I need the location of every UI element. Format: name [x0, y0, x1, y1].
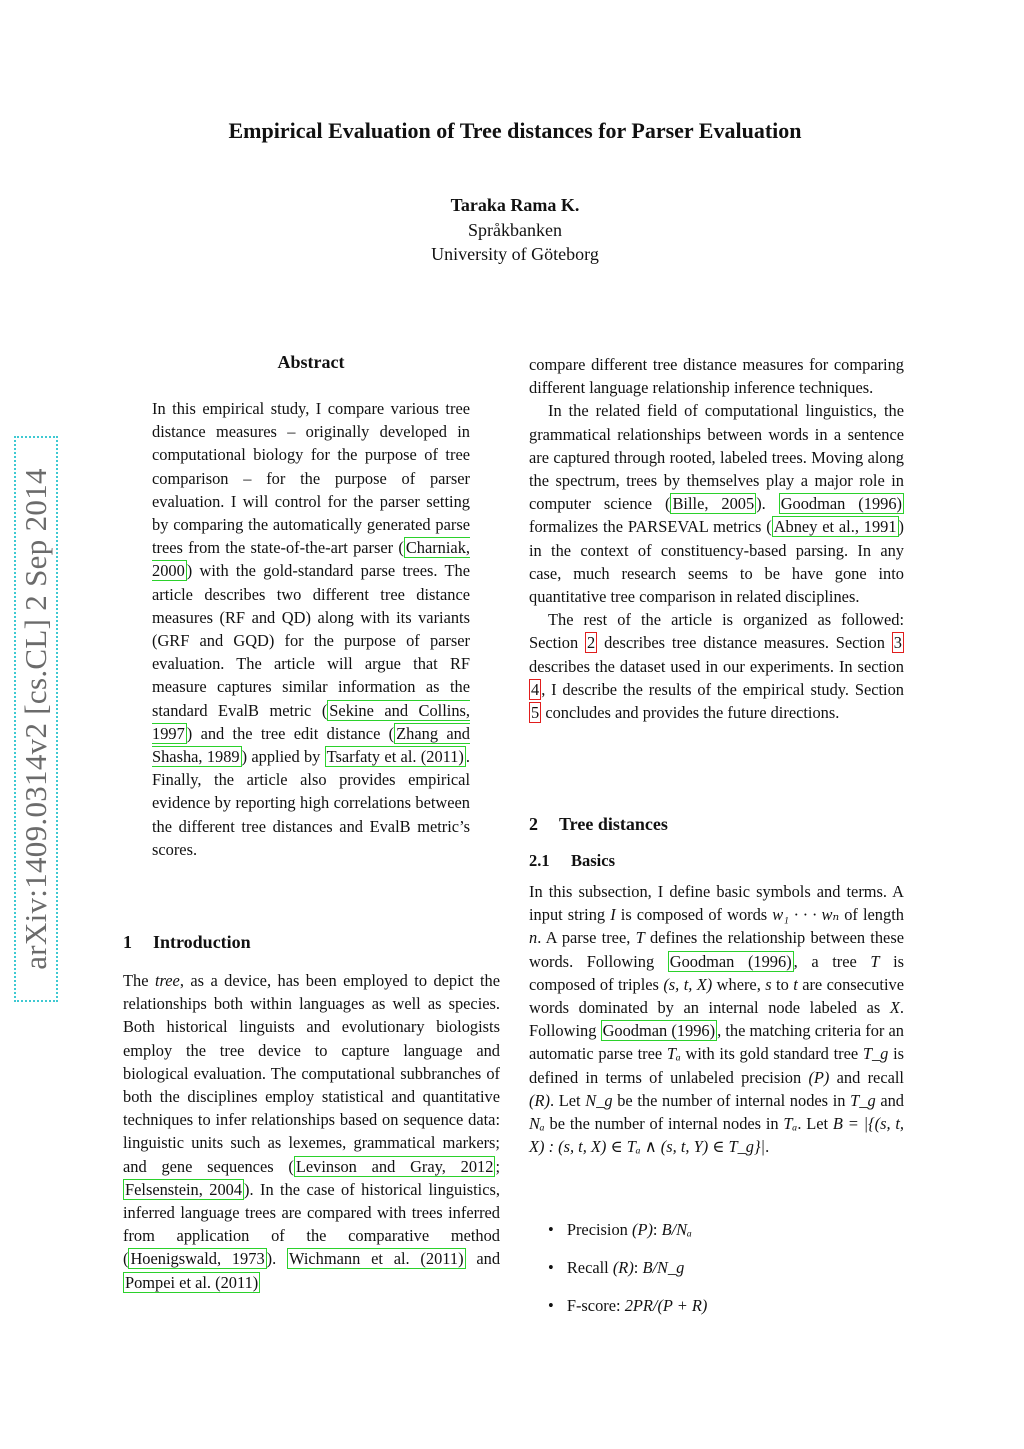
bullet-label: Recall [566, 1258, 609, 1277]
citation-charniak[interactable]: Charniak, 2000 [152, 538, 470, 581]
intro-text-c: In the case of historical linguistics, inferred language trees are compared with trees inferred from application of the comparative method [123, 1179, 500, 1246]
basics-text-2: is composed of words [620, 905, 768, 925]
math-triple: (s, t, X) [663, 974, 713, 994]
affiliation-line-2: University of Göteborg [431, 244, 599, 264]
intro-text-and: and [476, 1249, 501, 1269]
math-Tg: T_g [850, 1090, 876, 1110]
intro3-text-b: describes tree distance measures. Section [604, 633, 885, 653]
abstract-body [152, 397, 470, 861]
math-s: s [765, 974, 772, 994]
basics-text-13: with its gold standard tree [685, 1044, 859, 1064]
math-n: n [529, 928, 538, 948]
ref-section-5[interactable]: 5 [531, 703, 540, 723]
abstract-text-5: Finally, the article also provides empirical evidence by reporting high correlations between the different tree distances and EvalB metric’s scores. [152, 770, 470, 859]
math-X: X [889, 998, 900, 1018]
basics-text-18: and [880, 1090, 904, 1110]
citation-pompei[interactable]: Pompei et al. (2011) [125, 1272, 259, 1292]
basics-text-21: . [765, 1137, 770, 1157]
citation-zhang[interactable]: Zhang and Shasha, 1989 [152, 723, 470, 767]
intro-continuation: compare different tree distance measures for comparing different language relationship inference techniques. [529, 355, 904, 398]
basics-text-12: , the matching criteria for an automatic parse tree [529, 1021, 905, 1064]
basics-text-16: . Let [549, 1090, 581, 1110]
bullet-formula: B/Nₐ [661, 1220, 692, 1239]
citation-hoenigswald[interactable]: Hoenigswald, 1973 [130, 1249, 265, 1269]
math-T: T [870, 951, 880, 971]
math-words: w₁ · · · wₙ [772, 905, 840, 925]
math-Ta: Tₐ [783, 1114, 798, 1134]
basics-text-15: and recall [836, 1067, 904, 1087]
math-R: (R) [529, 1090, 550, 1110]
bullet-formula: 2PR/(P + R) [624, 1296, 708, 1315]
ref-section-4[interactable]: 4 [531, 679, 540, 699]
intro3-text-c: describes the dataset used in our experiments. In section [529, 656, 904, 676]
section-number: 2 [529, 814, 538, 834]
section-1-heading [123, 932, 251, 953]
intro-paragraph-3 [529, 608, 904, 724]
abstract-text-4: applied by [251, 747, 321, 767]
abstract-paragraph: In this empirical study, I compare various tree distance measures – originally developed in computational biology for the purpose of tree comparison – for the purpose of parser evaluation. I will control for the parser setting by comparing the automatically generated parse trees from the state-of-the-art parser ( Charniak, 2000 ) with the gold-standard parse trees. The article describes two different tree distance measures (RF and QD) along with its variants (GRF and GQD) for the purpose of parser evaluation. The article will argue that RF measure captures similar information as the standard EvalB metric ( Sekine and Collins, 1997 ) and the tree edit distance ( Zhang and Shasha, 1989 ) applied by Tsarfaty et al. (2011) . Finally, the article also provides empirical evidence by reporting high correlations between the different tree distances and EvalB metric’s scores. [152, 399, 471, 859]
author-name: Taraka Rama K. [450, 195, 580, 215]
intro-paragraph-2: In the related field of computational linguistics, the grammatical relationships between words in a sentence are captured through rooted, labeled trees. Moving along the spectrum, trees by themselves play a major role in computer science ( Bille, 2005 ). Goodman (1996) formalizes the PARSEVAL metrics ( Abney et al., 1991 ) in the context of constituency-based parsing. In any case, much research seems to be have gone into quantitative tree comparison in related disciplines. [529, 401, 904, 607]
bullet-label: F-score: [566, 1296, 621, 1315]
basics-text-9: to [776, 974, 789, 994]
abstract-text-1: In this empirical study, I compare various tree distance measures – originally developed in computational biology for the purpose of tree comparison – for the purpose of parser evaluation. I will control for the parser setting by comparing the automatically generated parse trees from the state-of-the-art parser [152, 399, 470, 558]
intro-paragraph-1: The tree, as a device, has been employed to depict the relationships both within languages as well as species. Both historical linguists and evolutionary biologists employ the tree device to capture language and biological evaluation. The computational subbranches of both the disciplines employ statistical and quantitative techniques to infer relationships based on sequence data: linguistic units such as lexemes, grammatical markers; and gene sequences ( Levinson and Gray, 2012 ; Felsenstein, 2004 ). In the case of historical linguistics, inferred language trees are compared with trees inferred from application of the comparative method ( Hoenigswald, 1973 ). Wichmann et al. (2011) and Pompei et al. (2011) [123, 971, 501, 1292]
bullet-label: Precision [566, 1220, 628, 1239]
subsection-number: 2.1 [529, 851, 550, 870]
math-Na: Nₐ [529, 1114, 545, 1134]
math-Ta: Tₐ [666, 1044, 681, 1064]
citation-goodman-3[interactable]: Goodman (1996) [602, 1021, 716, 1041]
citation-sekine[interactable]: Sekine and Collins, 1997 [152, 700, 471, 743]
basics-text-19: be the number of internal nodes in [549, 1114, 779, 1134]
ref-section-2[interactable]: 2 [587, 633, 596, 653]
basics-text-8: where, [716, 974, 761, 994]
intro3-text-e: concludes and provides the future directions. [545, 703, 840, 723]
basics-text-20: . Let [797, 1114, 829, 1134]
bullet-symbol: (R) [612, 1258, 634, 1277]
basics-text-10: are consecutive words dominated by an internal node labeled as [529, 974, 904, 1018]
section-title: Tree distances [559, 814, 668, 834]
abstract-text-3: and the tree edit distance [200, 723, 381, 743]
list-item: • Recall (R): B/N_g [548, 1258, 684, 1278]
citation-wichmann[interactable]: Wichmann et al. (2011) [289, 1249, 464, 1269]
citation-levinson[interactable]: Levinson and Gray, 2012 [295, 1156, 494, 1176]
intro2-text-a: In the related field of computational linguistics, the grammatical relationships between words in a sentence are captured through rooted, labeled trees. Moving along the spectrum, trees by themselves play a major role in computer science [529, 401, 904, 514]
arxiv-id: arXiv:1409.0314v2 [cs.CL] 2 Sep 2014 [18, 468, 54, 970]
basics-text-1: In this subsection, I define basic symbols and terms. A input string [529, 882, 904, 925]
basics-text-4: . A parse tree, [537, 928, 631, 948]
section-title: Introduction [153, 932, 251, 952]
math-Tg: T_g [862, 1044, 889, 1064]
intro2-text-c: in the context of constituency-based parsing. In any case, much research seems to be have gone into quantitative tree comparison in related disciplines. [529, 540, 904, 607]
basics-text-7: is composed of triples [529, 951, 905, 994]
math-B: B = |{(s, t, X) : (s, t, X) ∈ Tₐ ∧ (s, t, Y) ∈ T_g}| [529, 1114, 905, 1157]
math-P: (P) [808, 1067, 830, 1087]
basics-text-14: is defined in terms of unlabeled precision [529, 1044, 904, 1087]
list-item [548, 1296, 707, 1316]
abstract-heading: Abstract [277, 352, 345, 372]
citation-tsarfaty[interactable]: Tsarfaty et al. (2011) [326, 747, 464, 767]
basics-text-5: defines the relationship between these words. Following [529, 928, 904, 971]
math-t: t [793, 974, 798, 994]
subsection-title: Basics [571, 851, 616, 870]
section-number: 1 [123, 932, 132, 952]
right-column-intro [529, 353, 904, 724]
paper-title: Empirical Evaluation of Tree distances for Parser Evaluation [228, 118, 802, 143]
subsection-2-1-heading [529, 851, 615, 871]
ref-section-3[interactable]: 3 [893, 633, 902, 653]
math-Ng: N_g [585, 1090, 613, 1110]
math-T: T [635, 928, 645, 948]
basics-text-17: be the number of internal nodes in [617, 1090, 846, 1110]
bullet-formula: B/N_g [642, 1258, 685, 1277]
section-2-heading [529, 814, 668, 835]
intro3-text-d: , I describe the results of the empirical study. Section [541, 679, 904, 699]
bullet-symbol: (P) [631, 1220, 653, 1239]
abstract-text-2: with the gold-standard parse trees. The article describes two different tree distance measures (RF and QD) along with its variants (GRF and GQD) for the purpose of parser evaluation. The article will argue that RF measure captures similar information as the standard EvalB metric [152, 561, 470, 720]
citation-goodman[interactable]: Goodman (1996) [780, 494, 902, 514]
basics-paragraph [529, 880, 904, 1158]
affiliation-line-1: Språkbanken [468, 220, 562, 240]
citation-abney[interactable]: Abney et al., 1991 [773, 517, 897, 537]
intro3-text-a: The rest of the article is organized as followed: Section [529, 610, 904, 653]
list-item: • Precision (P): B/Nₐ [548, 1220, 692, 1240]
intro-tree-emph: tree [154, 971, 180, 990]
citation-goodman-2[interactable]: Goodman (1996) [669, 951, 792, 971]
basics-text-3: of length [844, 905, 904, 925]
arxiv-sidebar-stamp[interactable] [14, 436, 58, 1002]
basics-text-6: , a tree [793, 951, 857, 971]
math-I: I [610, 905, 616, 925]
intro-text-b: , as a device, has been employed to depict the relationships both within languages as well as species. Both historical linguists and evolutionary biologists employ the tree device to capture language and biological evaluation. The computational subbranches of both the disciplines employ statistical and quantitative techniques to infer relationships based on sequence data: linguistic units such as lexemes, grammatical markers; and gene sequences [123, 971, 500, 1176]
intro-text-a: The [123, 971, 149, 990]
intro2-text-b: formalizes the PARSEVAL metrics [529, 517, 762, 537]
basics-text-11: . Following [529, 998, 904, 1041]
citation-bille[interactable]: Bille, 2005 [672, 494, 755, 514]
citation-felsenstein[interactable]: Felsenstein, 2004 [125, 1179, 243, 1199]
